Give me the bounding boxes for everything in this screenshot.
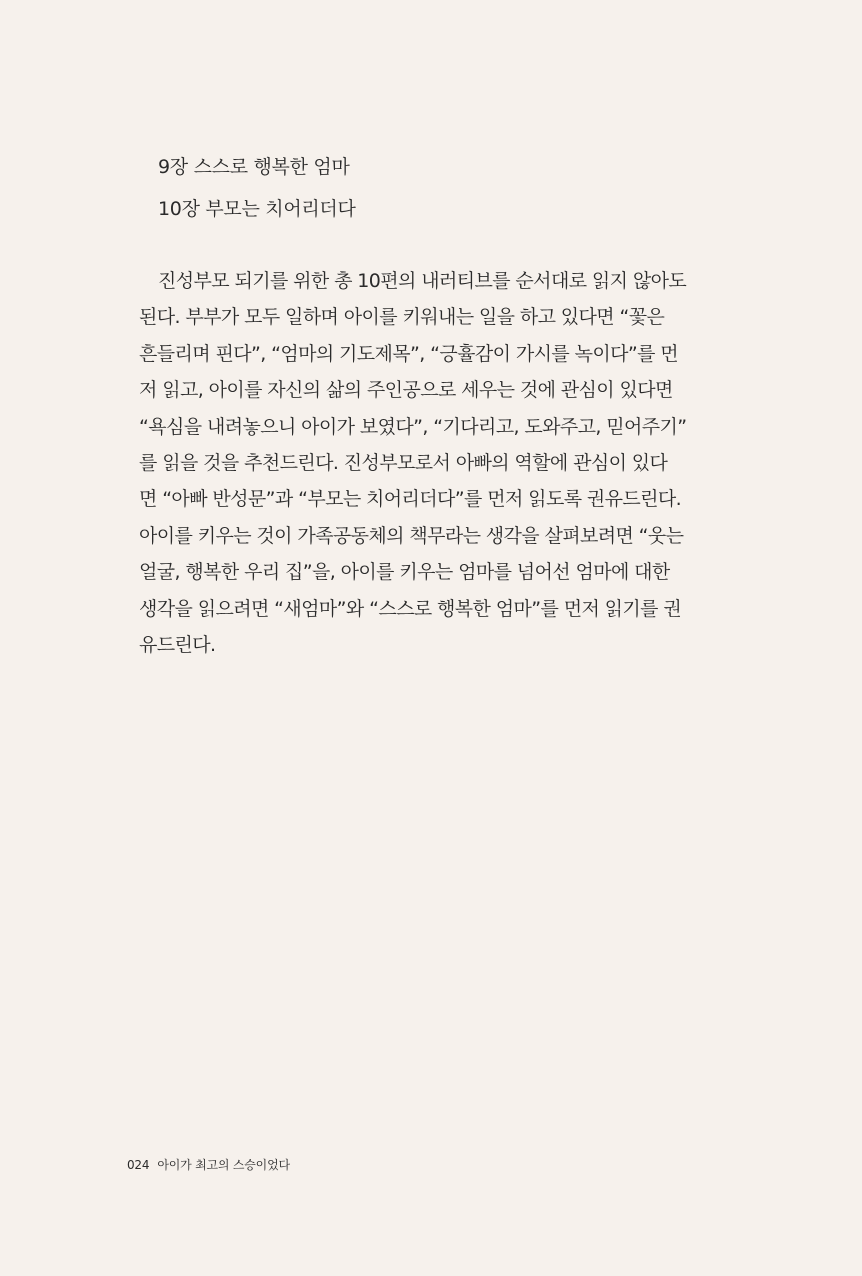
paragraph-line: 면 “아빠 반성문”과 “부모는 치어리더다”를 먼저 읽도록 권유드린다. bbox=[139, 488, 682, 511]
running-title: 아이가 최고의 스승이었다 bbox=[157, 1158, 290, 1172]
paragraph-line: “욕심을 내려놓으니 아이가 보였다”, “기다리고, 도와주고, 믿어주기” bbox=[139, 415, 687, 438]
paragraph-line: 생각을 읽으려면 “새엄마”와 “스스로 행복한 엄마”를 먼저 읽기를 권 bbox=[139, 597, 682, 620]
paragraph-line: 를 읽을 것을 추천드린다. 진성부모로서 아빠의 역할에 관심이 있다 bbox=[139, 452, 668, 475]
paragraph-line: 진성부모 되기를 위한 총 10편의 내러티브를 순서대로 읽지 않아도 bbox=[158, 270, 687, 292]
paragraph-line: 아이를 키우는 것이 가족공동체의 책무라는 생각을 살펴보려면 “웃는 bbox=[139, 524, 684, 547]
paragraph-line: 저 읽고, 아이를 자신의 삶의 주인공으로 세우는 것에 관심이 있다면 bbox=[139, 379, 673, 402]
paragraph-line: 유드린다. bbox=[139, 634, 216, 657]
chapter-list bbox=[158, 146, 356, 230]
paragraph-line: 흔들리며 핀다”, “엄마의 기도제목”, “긍휼감이 가시를 녹이다”를 먼 bbox=[139, 342, 679, 365]
chapter-item: 9장 스스로 행복한 엄마 bbox=[158, 156, 350, 178]
body-paragraph bbox=[139, 263, 729, 663]
page-number: 024 bbox=[127, 1158, 150, 1172]
paragraph-line: 된다. 부부가 모두 일하며 아이를 키워내는 일을 하고 있다면 “꽃은 bbox=[139, 306, 665, 329]
page-footer bbox=[127, 1156, 290, 1173]
chapter-item: 10장 부모는 치어리더다 bbox=[158, 198, 356, 220]
paragraph-line: 얼굴, 행복한 우리 집”을, 아이를 키우는 엄마를 넘어선 엄마에 대한 bbox=[139, 561, 670, 584]
